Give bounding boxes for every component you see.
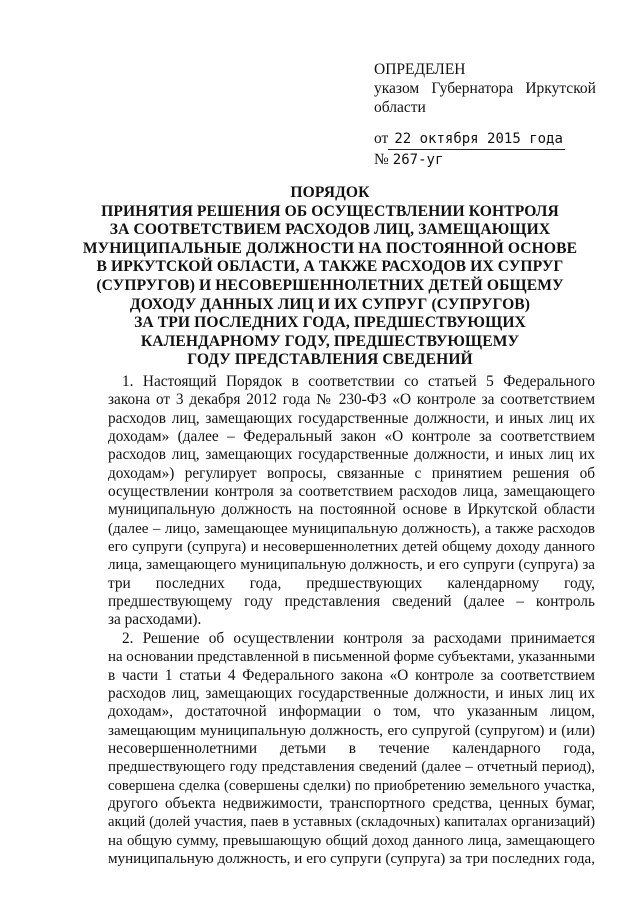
paragraph-1-line: закона от 3 декабря 2012 года № 230-ФЗ «О контроле за соответствием	[108, 391, 595, 409]
paragraph-1-line: три последних года, предшествующих календарному году,	[108, 574, 595, 592]
approval-issuer-word1: указом	[374, 80, 420, 97]
approval-issuer-line	[374, 79, 596, 98]
approval-number-prefix: №	[374, 151, 389, 168]
paragraph-1-line: доходам» (далее – Федеральный закон «О контроле за соответствием	[108, 428, 595, 446]
paragraph-2-line: в части 1 статьи 4 Федерального закона «О контроле за соответствием	[108, 666, 595, 684]
title-line: МУНИЦИПАЛЬНЫЕ ДОЛЖНОСТИ НА ПОСТОЯННОЙ ОСНОВЕ	[82, 239, 578, 257]
approval-issuer-word2: Губернатора	[431, 80, 514, 97]
document-title	[40, 184, 620, 370]
title-line: ДОХОДУ ДАННЫХ ЛИЦ И ИХ СУПРУГ (СУПРУГОВ)	[129, 295, 531, 313]
approval-date-line	[374, 129, 596, 150]
title-line: ГОДУ ПРЕДСТАВЛЕНИЯ СВЕДЕНИЙ	[187, 351, 473, 369]
paragraph-2-line: на общую сумму, превышающую общий доход данного лица, замещающего	[108, 832, 595, 849]
approval-issuer-word3: Иркутской	[525, 80, 596, 97]
approval-date-prefix: от	[374, 130, 389, 147]
approval-number-line	[374, 150, 596, 170]
title-line: В ИРКУТСКОЙ ОБЛАСТИ, А ТАКЖЕ РАСХОДОВ ИХ СУПРУГ	[96, 258, 564, 276]
title-line: ЗА СООТВЕТСТВИЕМ РАСХОДОВ ЛИЦ, ЗАМЕЩАЮЩИХ	[109, 221, 551, 239]
approval-number-value: 267-уг	[392, 152, 444, 168]
paragraph-1-line: осуществлении контроля за соответствием расходов лица, замещающего	[108, 483, 595, 501]
paragraph-2-line: несовершеннолетними детьми в течение календарного года,	[108, 739, 595, 757]
paragraph-1-line: 1. Настоящий Порядок в соответствии со статьей 5 Федерального	[122, 373, 595, 390]
title-line: КАЛЕНДАРНОМУ ГОДУ, ПРЕДШЕСТВУЮЩЕМУ	[140, 332, 520, 350]
title-line: ПОРЯДОК	[290, 184, 370, 201]
paragraph-2-line: муниципальную должность, и его супруги (супруга) за три последних года,	[108, 850, 595, 867]
paragraph-1-line: расходов лиц, замещающих государственные должности, и иных лиц их	[108, 446, 595, 464]
paragraph-1-line: доходам») регулирует вопросы, связанные с принятием решения об	[108, 464, 595, 482]
title-line: ЗА ТРИ ПОСЛЕДНИХ ГОДА, ПРЕДШЕСТВУЮЩИХ	[134, 314, 526, 332]
title-line: ПРИНЯТИЯ РЕШЕНИЯ ОБ ОСУЩЕСТВЛЕНИИ КОНТРОЛЯ	[101, 202, 559, 220]
paragraph-1-line: расходов лиц, замещающих государственные должности, и иных лиц их	[108, 409, 595, 427]
paragraph-1-line: (далее – лицо, замещающее муниципальную должность), а также расходов	[108, 520, 595, 537]
paragraph-1-line: лица, замещающего муниципальную должность, и его супруги (супруга) за	[108, 557, 595, 574]
paragraph-1-line: за расходами).	[108, 611, 202, 629]
paragraph-2-line: предшествующего году представления сведений (далее – отчетный период),	[108, 759, 595, 776]
paragraph-1-line: его супруги (супруга) и несовершеннолетних детей общему доходу данного	[108, 539, 595, 556]
paragraph-2-line: на основании представленной в письменной форме субъектами, указанными	[108, 649, 595, 666]
paragraph-2-line: другого объекта недвижимости, транспортного средства, ценных бумаг,	[108, 794, 595, 812]
paragraph-2-line: доходам», достаточной информации о том, что указанным лицом,	[108, 703, 595, 721]
approval-block	[374, 60, 596, 170]
paragraph-2-line: замещающим муниципальную должность, его супругой (супругом) и (или)	[108, 722, 595, 739]
paragraph-1-line: предшествующему году представления сведений (далее – контроль	[108, 593, 595, 611]
paragraph-2-line: акций (долей участия, паев в уставных (складочных) капиталах организаций)	[108, 814, 595, 831]
approval-date-value: 22 октября 2015 года	[388, 130, 565, 150]
paragraph-2-line: расходов лиц, замещающих государственные должности, и иных лиц их	[108, 684, 595, 702]
paragraph-2-line: совершена сделка (совершены сделки) по приобретению земельного участка,	[108, 777, 595, 794]
title-line: (СУПРУГОВ) И НЕСОВЕРШЕННОЛЕТНИХ ДЕТЕЙ ОБЩЕМУ	[96, 276, 564, 294]
document-body	[108, 373, 595, 868]
paragraph-2-line: 2. Решение об осуществлении контроля за расходами принимается	[122, 629, 595, 647]
paragraph-1-line: муниципальную должность на постоянной основе в Иркутской области	[108, 501, 595, 519]
approval-region: области	[374, 99, 426, 116]
approval-status: ОПРЕДЕЛЕН	[374, 61, 466, 78]
